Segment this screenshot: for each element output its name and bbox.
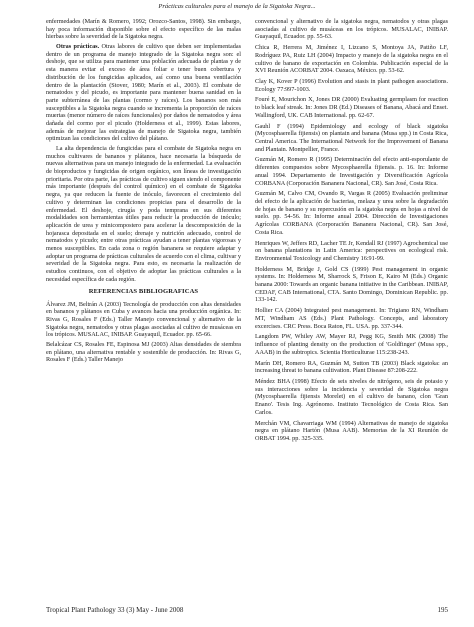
reference-entry: Langdom PW, Whiley AW, Mayer RJ, Pegg KG, Smith MK (2008) The influence of planting density on the production of 'Goldfinger' (Musa spp., AAAB) in the subtropics. Scientia Horticulturae 115:238-243. bbox=[255, 333, 448, 356]
left-column bbox=[46, 18, 241, 366]
reference-entry: Belalcázar CS, Rosales FE, Espinosa MJ (2003) Altas densidades de siembra en plátano, una alternativa rentable y sostenible de producción. In: Rivas G, Rosales F (Eds.) Taller Manejo bbox=[46, 340, 241, 364]
reference-entry: Marín DH, Romero RA, Guzmán M, Sutton TB (2003) Black sigatoka: an increasing threat to banana cultivation. Plant Disease 87:208-222. bbox=[255, 359, 448, 375]
page-number: 195 bbox=[437, 606, 448, 614]
running-head: Prácticas culturales para el manejo de la Sigatoka Negra... bbox=[158, 3, 316, 10]
reference-entry: Hollier CA (2004) Integrated pest management. In: Trigiano RN, Windham MT, Windham AS (Eds.) Plant Pathology. Concepts, and laboratory excercises. CRC Press. Boca Raton, FL. USA. pp. 337-344. bbox=[255, 307, 448, 330]
reference-entry: Henriques W, Jeffers RD, Lacher TE Jr, Kendall RJ (1997) Agrochemical use on banana plantations in Latin America: perspectives on ecological risk. Environmental Toxicology and Chemistry 16:91-99. bbox=[255, 239, 448, 262]
reference-entry: Holderness M, Bridge J, Gold CS (1999) Pest management in organic systems. In: Holderness M, Sharrock S, Frison E, Kairo M (Eds.) Organic banana 2000: Towards an organic banana initiative in the Caribbean. INIBAP, CEDAF, CAB International, CTA. Santo Domingo, Dominican Republic. pp. 133-142. bbox=[255, 265, 448, 304]
reference-entry: Méndez BHA (1998) Efecto de seis niveles de nitrógeno, seis de potasio y sus interacciones sobre la incidencia y severidad de Sigatoka negra (Mycosphaerella fijiensis Morelet) en el cultivo de banano, clon 'Gran Enano'. Tesis Ing. Agrónomo. Instituto Tecnológico de Costa Rica. San Carlos. bbox=[255, 378, 448, 416]
reference-entry: Guzmán M, Calvo CM, Ovando R, Vargas R (2005) Evaluación preliminar del efecto de la aplicación de bacterias, melaza y urea sobre la degradación de hojas de banano y su repercusión en la sigatoka negra en hojas a nivel de suelo. pp. 54-56. In: Informe anual 2004. Dirección de Investigaciones Agrícolas CORBANA (Corporación Bananera Nacional, CR). San José, Costa Rica. bbox=[255, 190, 448, 236]
body-paragraph: enfermedades (Marín & Romero, 1992; Orozco-Santos, 1998). Sin embargo, hay poca información disponible sobre el efecto específico de las malas hierbas sobre la severidad de la Sigatoka negra. bbox=[46, 18, 241, 41]
reference-entry: Álvarez JM, Beltrán A (2003) Tecnología de producción con altas densidades en bananos y plátanos en Cuba y avances hacia una producción orgánica. In: Rivas G, Rosales F (Eds.) Taller Manejo convencional y alternativo de la Sigatoka negra, nematodos y otras plagas asociadas al cultivo de musáceas en los trópicos. MUSALAC, INIBAP. Guayaquil, Ecuador. pp. 65-66. bbox=[46, 300, 241, 339]
reference-entry: convencional y alternativo de la sigatoka negra, nematodos y otras plagas asociadas al cultivo de musáceas en los trópicos. MUSALAC, INIBAP. Guayaquil, Ecuador. pp. 55-63. bbox=[255, 18, 448, 41]
right-column bbox=[255, 18, 448, 446]
reference-entry: Clay K, Kover P (1996) Evolution and stasis in plant pathogen associations. Ecology 77:997-1003. bbox=[255, 78, 448, 93]
reference-entry: Chica R, Herrera M, Jiménez I, Lizcano S, Montoya JA, Patiño LF, Rodríguez PA, Ruiz LH (2004) Impacto y manejo de la sigatoka negra en el cultivo de banano de exportación en Colombia. Publicación especial de la XVI Reunión ACORBAT 2004. Oaxaca, México. pp. 53-62. bbox=[255, 44, 448, 75]
paragraph-lead: Otras prácticas. bbox=[56, 43, 100, 51]
paragraph-body: Otras labores de cultivo que deben ser implementadas dentro de un programa de manejo integrado de la Sigatoka negra son: el deshoje, que se utiliza para mantener una población adecuada de plantas y de esta manera evitar el exceso de área foliar e tener buen cobertura y distribución de los fungicidas aplicados, así como una buena ventilación dentro de la plantación (Stover, 1980; Marín et al., 2003). El combate de nematodos y del picudo, es importante para mantener buena sanidad en la parte subterránea de las plantas (cormo y raíces). Los bananos son más susceptibles a la Sigatoka negra cuando se incrementa la proporción de raíces muertas (menor número de raíces funcionales) por daños de nematodos y área dañada del cormo por el picudo (Holderness et al., 1999). Estas labores, además de mejorar las estrategias de manejo de Sigatoka negra, también optimizan las condiciones del cultivo del plátano. bbox=[46, 43, 241, 143]
section-title: REFERENCIAS BIBLIOGRAFICAS bbox=[88, 288, 199, 296]
reference-entry: Fouré E, Mourichon X, Jones DR (2000) Evaluating germplasm for reaction to black leaf streak. In: Jones DR (Ed.) Diseases of Banana, Abacá and Enset. Wallingford, UK. CAB International. pp. 62-67. bbox=[255, 96, 448, 119]
body-paragraph-other-practices bbox=[46, 43, 241, 143]
reference-entry: Gauhl F (1994) Epidemiology and ecology of black sigatoka (Mycosphaerella fijiensis) on plantain and banana (Musa spp.) in Costa Rica, Central America. The International Network for the Improvement of Banana and Plantain. Montpellier, France. bbox=[255, 122, 448, 153]
reference-entry: Guzmán M, Romero R (1995) Determinación del efecto anti-esporulante de diferentes compuestos sobre Mycosphaerella fijiensis. p. 16. In: Informe anual 1994. Departamento de Investigación y Diversificación Agrícola CORBANA (Corporación Bananera Nacional, CR). San José, Costa Rica. bbox=[255, 156, 448, 187]
reference-entry: Merchán VM, Chavarriaga WM (1994) Alternativas de manejo de sigatoka negra en plátano Hartón (Musa AAB). Memorias de la XI Reunión de ORBAT 1994. pp. 325-335. bbox=[255, 419, 448, 442]
journal-footer: Tropical Plant Pathology 33 (3) May - June 2008 bbox=[46, 606, 184, 614]
body-paragraph: La alta dependencia de fungicidas para el combate de Sigatoka negra en muchos cultivares de bananos y plátanos, hace necesaria la búsqueda de nuevas alternativas para un manejo integrado de la enfermedad. La evaluación de bioproductos y fungicidas de origen orgánico, son líneas de investigación prioritaria. Por otra parte, las prácticas de cultivo siguen siendo el componente más importante (después del control químico) en el combate de Sigatoka negra, ya que reducen la fuente de inóculo, favorecen el crecimiento del cultivo y determinan las condiciones propicias para el desarrollo de la enfermedad. El deshoje, cirugía y poda temprana en sus diferentes modalidades son herramientas útiles para reducir la producción de inóculo; aplicación de urea y minicompostero para acelerar la descomposición de la hojarasca depositada en el suelo; drenaje y nutrición adecuado, control de nematodos y picudo; entre otras prácticas ayudan a tener plantas vigorosas y menos susceptibles. En cada zona o región bananera se requiere adaptar y adoptar un programa de prácticas culturales de acuerdo con el clima, cultivar y severidad de la Sigatoka negra. Para esto, es necesaria la realización de estudios continuos, con el objetivo de adoptar las prácticas culturales a la necesidad específica de cada región. bbox=[46, 145, 241, 283]
